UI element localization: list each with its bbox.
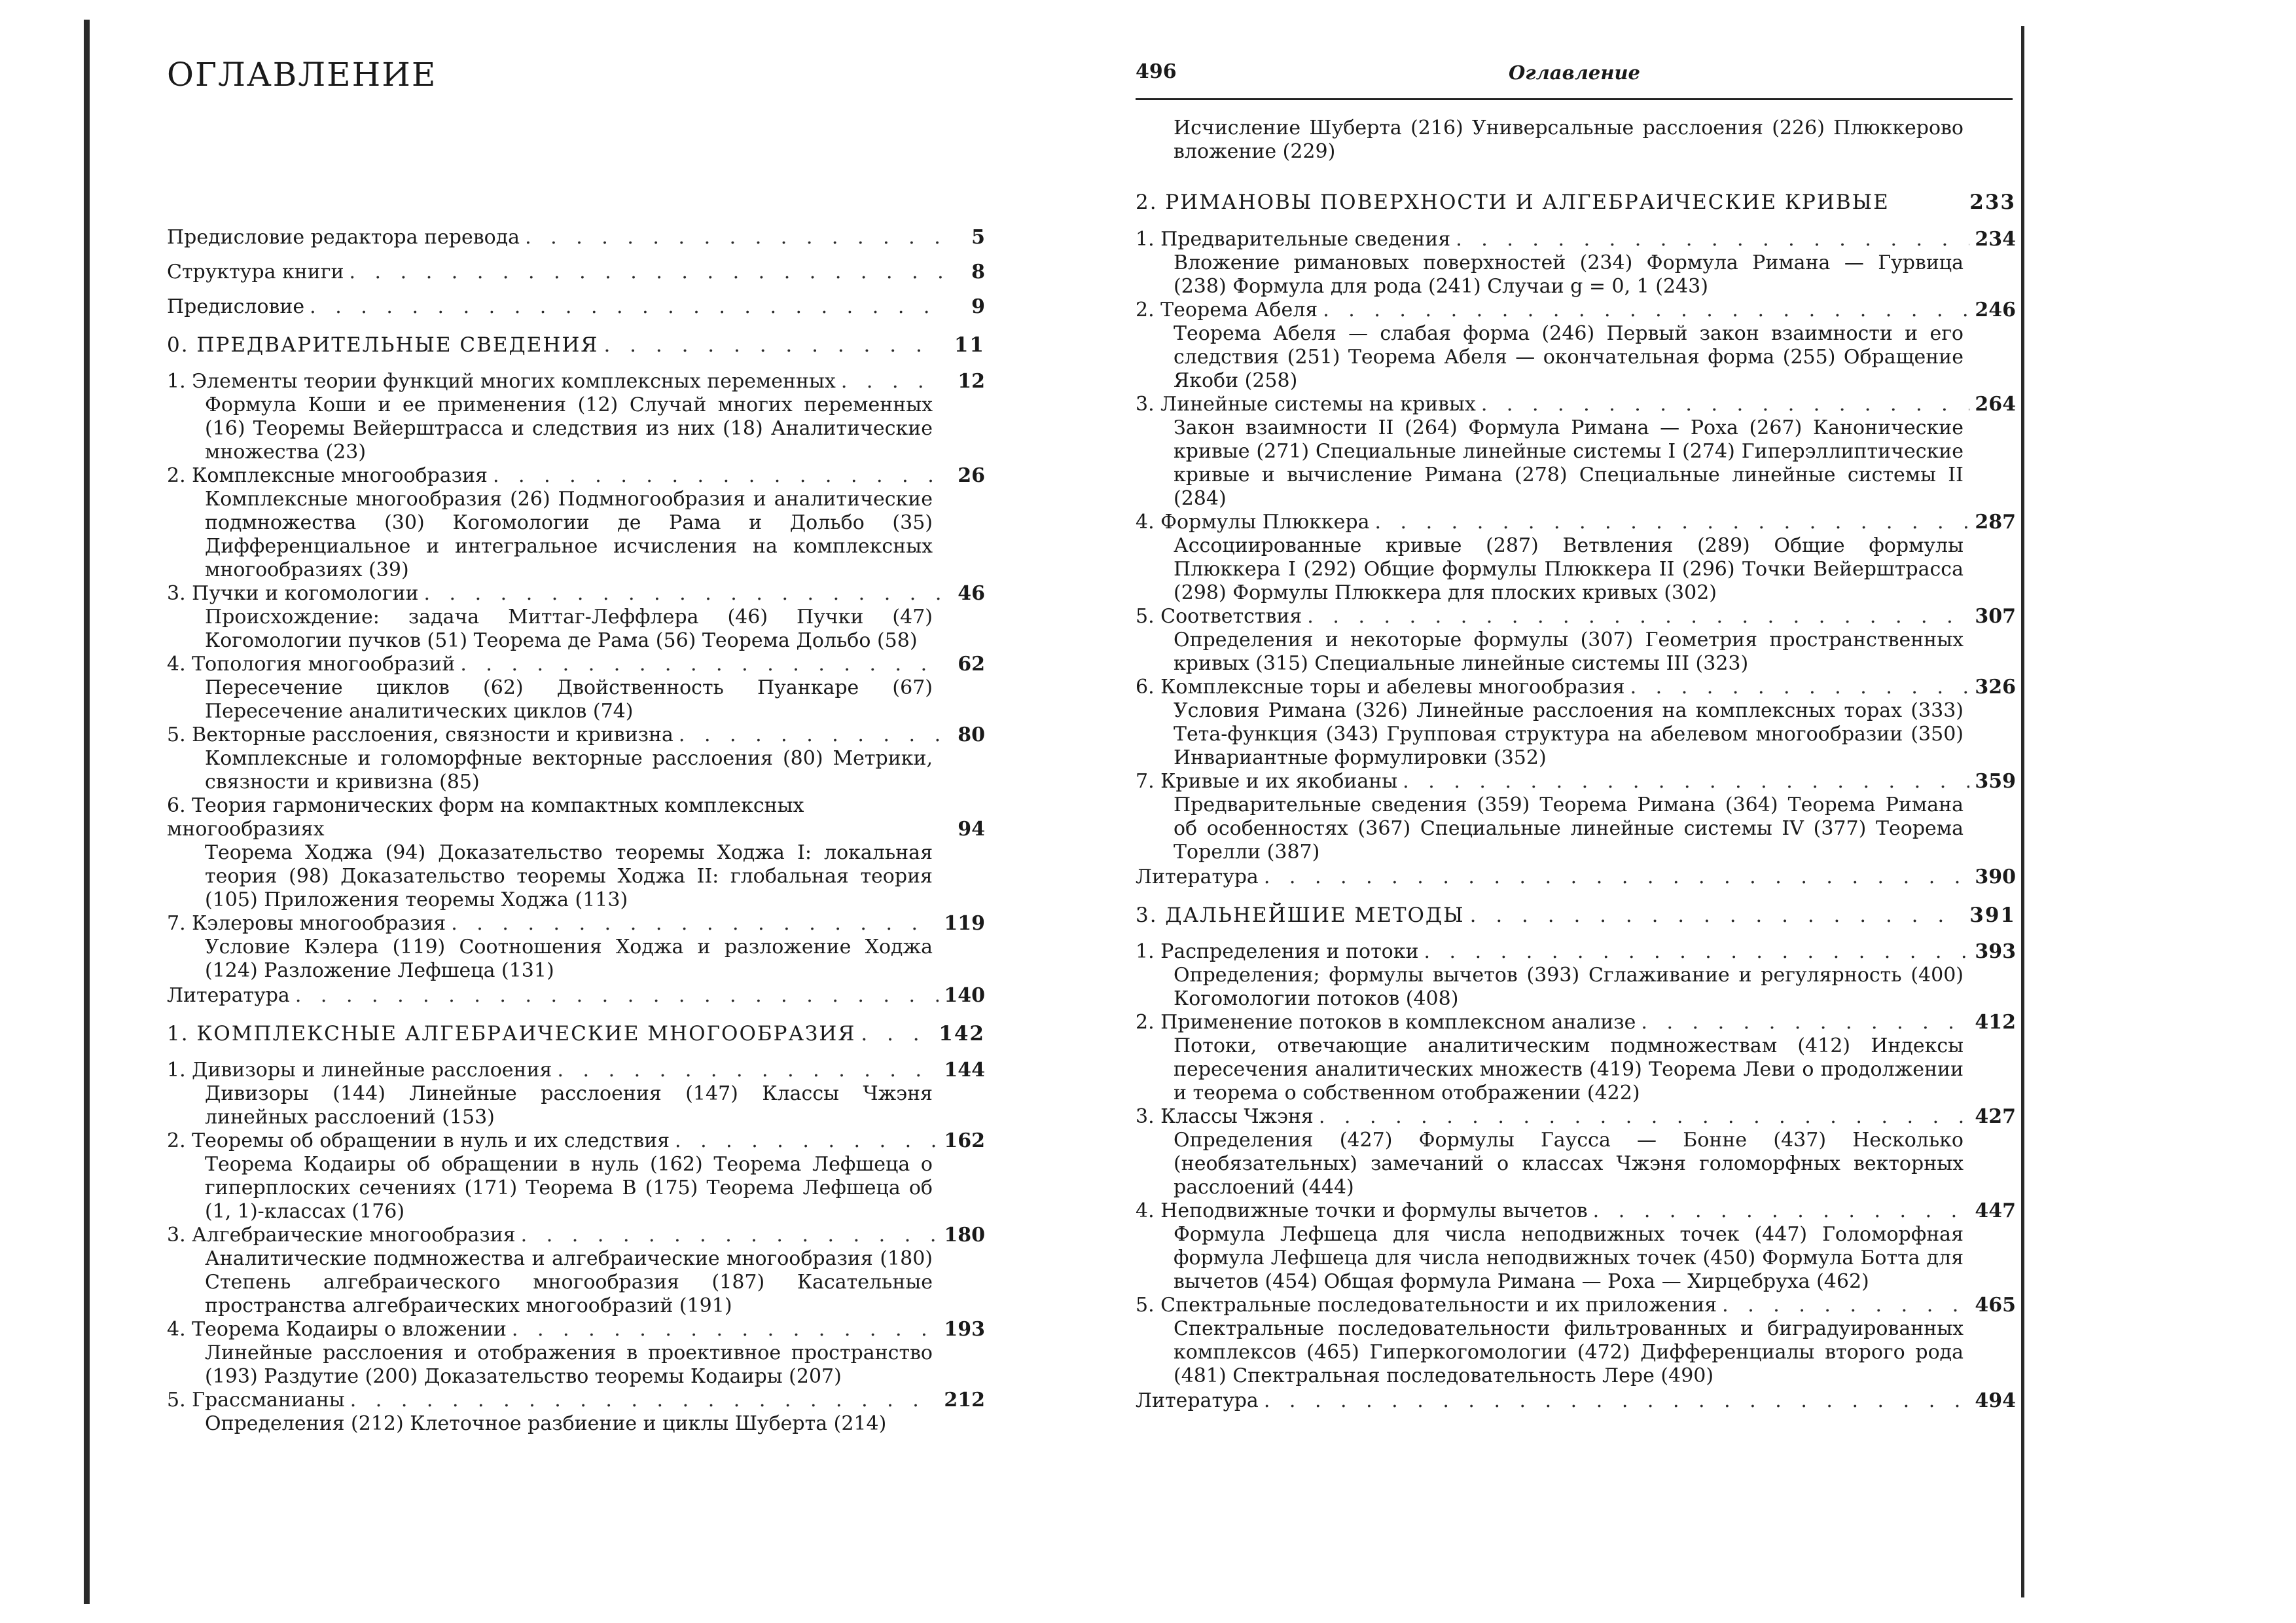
toc-literature-0[interactable]: Литература . . . 140 bbox=[167, 984, 985, 1008]
toc-subtopics: Условия Римана (326) Линейные расслоения на комплексных торах (333) Тета-функция (343) Групповая структура на абелевом многообразии (350) Инвариантные формулировки (352) bbox=[1174, 699, 1964, 769]
toc-subtopics: Пересечение циклов (62) Двойственность Пуанкаре (67) Пересечение аналитических циклов (74) bbox=[205, 676, 933, 723]
toc-right bbox=[1136, 117, 2016, 1421]
toc-subtopics: Спектральные последовательности фильтрованных и биградуированных комплексов (465) Гиперкогомологии (472) Дифференциалы второго рода (481) Спектральная последовательность Лере (490) bbox=[1174, 1317, 1964, 1387]
toc-section-3-4[interactable]: 4. Неподвижные точки и формулы вычетов . . . 447 bbox=[1136, 1199, 2016, 1223]
toc-chapter-0[interactable]: 0. ПРЕДВАРИТЕЛЬНЫЕ СВЕДЕНИЯ . . . 11 bbox=[167, 333, 985, 357]
toc-subtopics: Теорема Ходжа (94) Доказательство теоремы Ходжа I: локальная теория (98) Доказательство теоремы Ходжа II: глобальная теория (105) Приложения теоремы Ходжа (113) bbox=[205, 841, 933, 911]
toc-subtopics: Вложение римановых поверхностей (234) Формула Римана — Гурвица (238) Формула для рода (241) Случаи g = 0, 1 (243) bbox=[1174, 251, 1964, 298]
toc-section-2-4[interactable]: 4. Формулы Плюккера . . . 287 bbox=[1136, 511, 2016, 534]
toc-section-3-5[interactable]: 5. Спектральные последовательности и их приложения . . . 465 bbox=[1136, 1294, 2016, 1317]
toc-subtopics: Линейные расслоения и отображения в проективное пространство (193) Раздутие (200) Доказательство теоремы Кодаиры (207) bbox=[205, 1341, 933, 1388]
toc-section-1-1[interactable]: 1. Дивизоры и линейные расслоения . . . 144 bbox=[167, 1059, 985, 1082]
toc-section-2-7[interactable]: 7. Кривые и их якобианы . . . 359 bbox=[1136, 770, 2016, 793]
toc-section-2-2[interactable]: 2. Теорема Абеля . . . 246 bbox=[1136, 299, 2016, 322]
toc-entry-front-1[interactable]: Структура книги . . . 8 bbox=[167, 261, 985, 284]
toc-subtopics: Определения (212) Клеточное разбиение и циклы Шуберта (214) bbox=[205, 1412, 887, 1435]
toc-subtopics: Формула Коши и ее применения (12) Случай многих переменных (16) Теоремы Вейерштрасса и следствия из них (18) Аналитические множества (23) bbox=[205, 393, 933, 464]
toc-subtopics: Определения; формулы вычетов (393) Сглаживание и регулярность (400) Когомологии потоков (408) bbox=[1174, 964, 1964, 1010]
toc-chapter-2[interactable]: 2. РИМАНОВЫ ПОВЕРХНОСТИ И АЛГЕБРАИЧЕСКИЕ КРИВЫЕ 233 bbox=[1136, 191, 2016, 214]
toc-section-1-4[interactable]: 4. Теорема Кодаиры о вложении . . . 193 bbox=[167, 1318, 985, 1341]
toc-section-0-7[interactable]: 7. Кэлеровы многообразия . . . 119 bbox=[167, 912, 985, 936]
toc-section-2-5[interactable]: 5. Соответствия . . . 307 bbox=[1136, 605, 2016, 629]
toc-section-3-3[interactable]: 3. Классы Чжэня . . . 427 bbox=[1136, 1105, 2016, 1129]
toc-literature-2[interactable]: Литература . . . 390 bbox=[1136, 866, 2016, 889]
toc-subtopics: Закон взаимности II (264) Формула Римана — Роха (267) Канонические кривые (271) Специальные линейные системы I (274) Гиперэллиптические кривые и вычисление Римана (278) Специальные линейные системы II (284) bbox=[1174, 416, 1964, 510]
toc-left bbox=[167, 226, 985, 1436]
toc-subtopics: Определения и некоторые формулы (307) Геометрия пространственных кривых (315) Специальные линейные системы III (323) bbox=[1174, 629, 1964, 675]
scan-edge-right bbox=[2021, 26, 2024, 1597]
toc-subtopics: Формула Лефшеца для числа неподвижных точек (447) Голоморфная формула Лефшеца для числа неподвижных точек (450) Формула Ботта для вычетов (454) Общая формула Римана — Роха — Хирцебруха (462) bbox=[1174, 1223, 1964, 1293]
toc-section-3-1[interactable]: 1. Распределения и потоки . . . 393 bbox=[1136, 940, 2016, 964]
toc-section-2-3[interactable]: 3. Линейные системы на кривых . . . 264 bbox=[1136, 393, 2016, 416]
toc-section-2-6[interactable]: 6. Комплексные торы и абелевы многообразия . . . 326 bbox=[1136, 676, 2016, 699]
running-header bbox=[1136, 60, 2013, 100]
toc-section-0-2[interactable]: 2. Комплексные многообразия . . . 26 bbox=[167, 464, 985, 488]
toc-chapter-3[interactable]: 3. ДАЛЬНЕЙШИЕ МЕТОДЫ . . . 391 bbox=[1136, 903, 2016, 927]
toc-literature-3[interactable]: Литература . . . 494 bbox=[1136, 1389, 2016, 1413]
toc-subtopics: Предварительные сведения (359) Теорема Римана (364) Теорема Римана об особенностях (367) Специальные линейные системы IV (377) Теорема Торелли (387) bbox=[1174, 793, 1964, 864]
toc-subtopics: Комплексные и голоморфные векторные расслоения (80) Метрики, связности и кривизна (85) bbox=[205, 747, 933, 793]
toc-subtopics: Условие Кэлера (119) Соотношения Ходжа и разложение Ходжа (124) Разложение Лефшеца (131) bbox=[205, 936, 933, 982]
toc-section-0-5[interactable]: 5. Векторные расслоения, связности и кривизна . . . 80 bbox=[167, 723, 985, 747]
toc-subtopics: Комплексные многообразия (26) Подмногообразия и аналитические подмножества (30) Когомологии де Рама и Дольбо (35) Дифференциальное и интегральное исчисления на комплексных многообразиях (39) bbox=[205, 488, 933, 581]
toc-continuation: Исчисление Шуберта (216) Универсальные расслоения (226) Плюккерово вложение (229) bbox=[1174, 117, 1964, 163]
toc-subtopics: Дивизоры (144) Линейные расслоения (147) Классы Чжэня линейных расслоений (153) bbox=[205, 1082, 933, 1129]
toc-subtopics: Ассоциированные кривые (287) Ветвления (289) Общие формулы Плюккера I (292) Общие формулы Плюккера II (296) Точки Вейерштрасса (298) Формулы Плюккера для плоских кривых (302) bbox=[1174, 534, 1964, 604]
toc-section-1-3[interactable]: 3. Алгебраические многообразия . . . 180 bbox=[167, 1224, 985, 1247]
toc-entry-front-0[interactable]: Предисловие редактора перевода . . . 5 bbox=[167, 226, 985, 249]
toc-section-0-3[interactable]: 3. Пучки и когомологии . . . 46 bbox=[167, 582, 985, 606]
toc-subtopics: Теорема Кодаиры об обращении в нуль (162) Теорема Лефшеца о гиперплоских сечениях (171) Теорема B (175) Теорема Лефшеца об (1, 1)-классах (176) bbox=[205, 1153, 933, 1223]
page-number: 496 bbox=[1136, 60, 1177, 83]
toc-section-0-6[interactable]: 6. Теория гармонических форм на компактных комплексных многообразиях 94 bbox=[167, 794, 985, 841]
toc-section-2-1[interactable]: 1. Предварительные сведения . . . 234 bbox=[1136, 228, 2016, 251]
toc-section-0-1[interactable]: 1. Элементы теории функций многих комплексных переменных . . . 12 bbox=[167, 370, 985, 393]
toc-chapter-1[interactable]: 1. КОМПЛЕКСНЫЕ АЛГЕБРАИЧЕСКИЕ МНОГООБРАЗИЯ . . . 142 bbox=[167, 1022, 985, 1046]
toc-subtopics: Потоки, отвечающие аналитическим подмножествам (412) Индексы пересечения аналитических множеств (419) Теорема Леви о продолжении и теорема о собственном отображении (422) bbox=[1174, 1034, 1964, 1104]
toc-section-1-2[interactable]: 2. Теоремы об обращении в нуль и их следствия . . . 162 bbox=[167, 1129, 985, 1153]
toc-section-1-5[interactable]: 5. Грассманианы . . . 212 bbox=[167, 1389, 985, 1412]
page-title: ОГЛАВЛЕНИЕ bbox=[167, 56, 437, 94]
scan-edge-left bbox=[84, 20, 90, 1604]
toc-entry-front-2[interactable]: Предисловие . . . 9 bbox=[167, 295, 985, 319]
toc-subtopics: Происхождение: задача Миттаг-Леффлера (46) Пучки (47) Когомологии пучков (51) Теорема де Рама (56) Теорема Дольбо (58) bbox=[205, 606, 933, 652]
toc-subtopics: Аналитические подмножества и алгебраические многообразия (180) Степень алгебраического многообразия (187) Касательные пространства алгебраических многообразий (191) bbox=[205, 1247, 933, 1317]
toc-section-3-2[interactable]: 2. Применение потоков в комплексном анализе . . . 412 bbox=[1136, 1011, 2016, 1034]
toc-subtopics: Определения (427) Формулы Гаусса — Бонне (437) Несколько (необязательных) замечаний о классах Чжэня голоморфных векторных расслоений (444) bbox=[1174, 1129, 1964, 1199]
toc-subtopics: Теорема Абеля — слабая форма (246) Первый закон взаимности и его следствия (251) Теорема Абеля — окончательная форма (255) Обращение Якоби (258) bbox=[1174, 322, 1964, 392]
running-title: Оглавление bbox=[1509, 62, 1640, 84]
toc-section-0-4[interactable]: 4. Топология многообразий . . . 62 bbox=[167, 653, 985, 676]
